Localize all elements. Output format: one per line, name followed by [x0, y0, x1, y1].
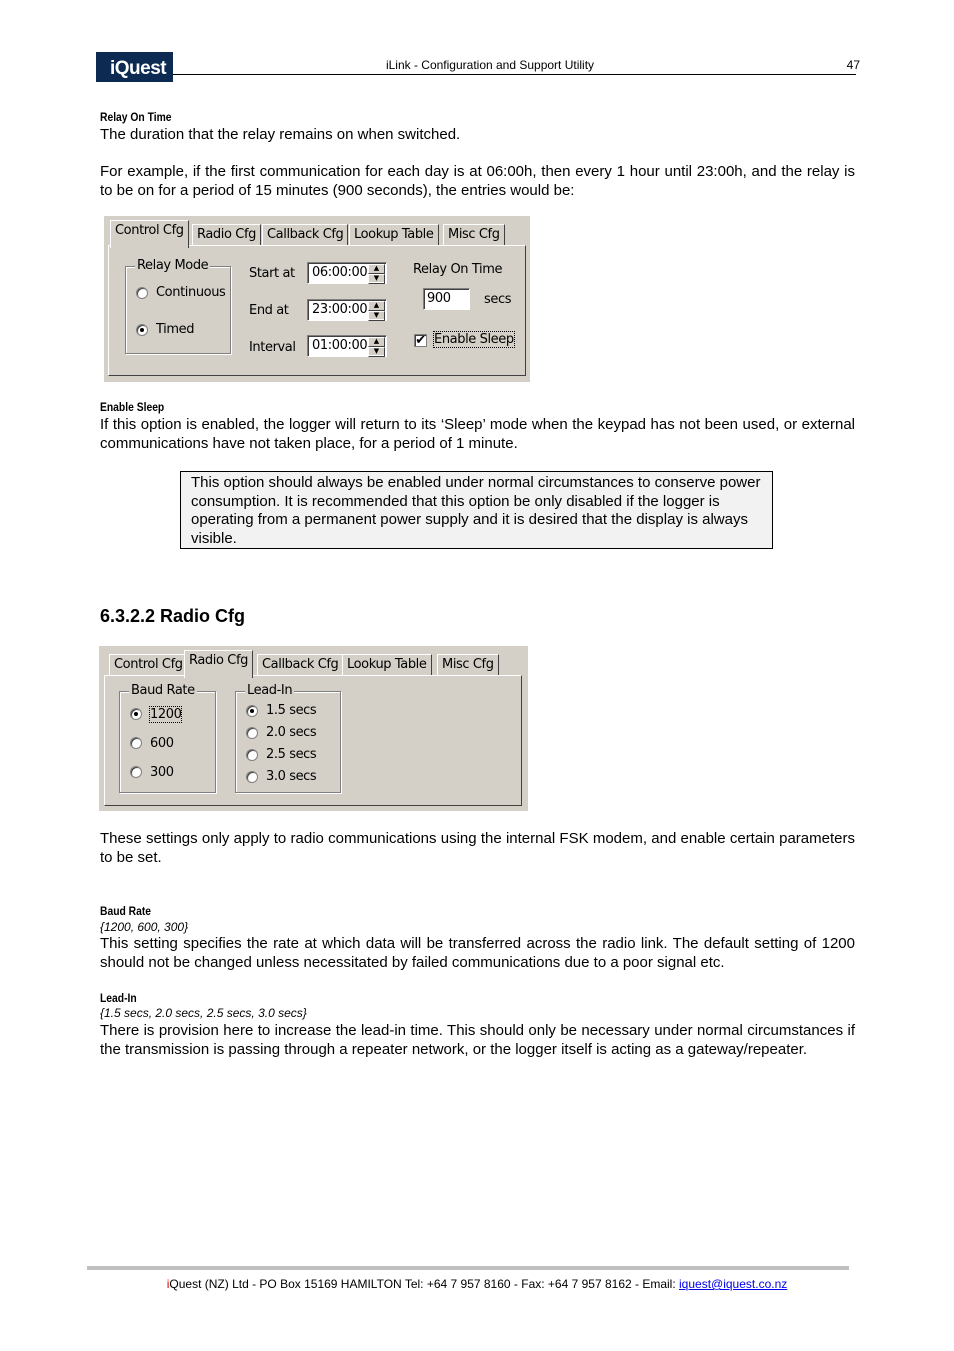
tab-lookup-table[interactable]: Lookup Table — [349, 224, 439, 246]
timed-radio[interactable] — [136, 324, 148, 336]
start-at-value: 06:00:00 — [312, 265, 368, 280]
spin-down-icon[interactable]: ▼ — [368, 274, 385, 284]
header-rule — [173, 74, 856, 75]
lead-in-heading: Lead-In — [100, 991, 137, 1005]
baud-rate-heading: Baud Rate — [100, 904, 152, 918]
start-at-spin-buttons[interactable] — [368, 264, 385, 282]
baud-rate-description: This setting specifies the rate at which data will be transferred across the radio link. The default setting of 1200 should not be changed unless necessitated by failed communications due to a poor signal etc. — [100, 935, 855, 971]
checkmark-icon: ✔ — [415, 333, 426, 348]
baud-300-label: 300 — [150, 765, 174, 780]
page-number: 47 — [846, 58, 860, 72]
baud-600-label: 600 — [150, 736, 174, 751]
continuous-label: Continuous — [156, 285, 226, 300]
tab-misc-cfg[interactable]: Misc Cfg — [443, 224, 505, 246]
document-title: iLink - Configuration and Support Utility — [385, 58, 595, 72]
start-at-spinner[interactable] — [307, 262, 387, 284]
spin-down-icon[interactable]: ▼ — [368, 311, 385, 321]
interval-value: 01:00:00 — [312, 338, 368, 353]
enable-sleep-checkbox[interactable] — [414, 334, 427, 347]
footer-company-i: i — [166, 1277, 170, 1291]
baud-300-radio[interactable] — [130, 766, 142, 778]
lead-in-1-5-label: 1.5 secs — [266, 703, 317, 718]
relay-example-text: For example, if the first communication for each day is at 06:00h, then every 1 hour until 23:00h, and the relay is to be on for a period of 15 minutes (900 seconds), the entries would be: — [100, 163, 855, 199]
lead-in-3-0-radio[interactable] — [246, 771, 258, 783]
lead-in-2-0-radio[interactable] — [246, 727, 258, 739]
baud-rate-options: {1200, 600, 300} — [100, 920, 189, 934]
logo-text: iQuest — [110, 58, 167, 79]
lead-in-legend: Lead-In — [247, 683, 293, 698]
start-at-label: Start at — [249, 266, 295, 281]
lead-in-3-0-label: 3.0 secs — [266, 769, 317, 784]
continuous-radio[interactable] — [136, 287, 148, 299]
end-at-value: 23:00:00 — [312, 302, 368, 317]
radio-intro-text: These settings only apply to radio communications using the internal FSK modem, and enable certain parameters to be set. — [100, 830, 855, 866]
interval-spin-buttons[interactable] — [368, 337, 385, 355]
footer-rule — [87, 1266, 849, 1270]
relay-on-time-input[interactable]: 900 — [423, 288, 470, 310]
interval-label: Interval — [249, 340, 296, 355]
relay-on-time-description: The duration that the relay remains on when switched. — [100, 126, 461, 143]
tab-lookup-table[interactable]: Lookup Table — [342, 654, 432, 676]
baud-1200-label: 1200 — [150, 707, 182, 722]
footer-contact: Quest (NZ) Ltd - PO Box 15169 HAMILTON Tel: +64 7 957 8160 - Fax: +64 7 957 8162 - Email: — [169, 1277, 680, 1291]
relay-on-time-unit: secs — [484, 292, 512, 307]
spin-down-icon[interactable]: ▼ — [368, 347, 385, 357]
end-at-spinner[interactable] — [307, 299, 387, 321]
relay-mode-group — [125, 266, 231, 354]
tab-callback-cfg[interactable]: Callback Cfg — [257, 654, 343, 676]
spin-up-icon[interactable]: ▲ — [368, 301, 385, 311]
note-text: This option should always be enabled under normal circumstances to conserve power consumption. It is recommended that this option be only disabled if the logger is operating from a permanent power supply and it is desired that the display is always visible. — [191, 474, 761, 547]
lead-in-2-5-radio[interactable] — [246, 749, 258, 761]
spin-up-icon[interactable]: ▲ — [368, 337, 385, 347]
tab-radio-cfg[interactable]: Radio Cfg — [184, 650, 253, 678]
enable-sleep-heading: Enable Sleep — [100, 400, 165, 414]
interval-spinner[interactable] — [307, 335, 387, 357]
enable-sleep-description: If this option is enabled, the logger will return to its ‘Sleep’ mode when the keypad has not been used, or external communications have not taken place, for a period of 1 minute. — [100, 416, 855, 452]
baud-600-radio[interactable] — [130, 737, 142, 749]
footer — [80, 1277, 874, 1291]
enable-sleep-label[interactable]: Enable Sleep — [434, 332, 514, 347]
relay-on-time-heading: Relay On Time — [100, 110, 172, 124]
radio-cfg-dialog — [99, 646, 528, 811]
end-at-spin-buttons[interactable] — [368, 301, 385, 319]
lead-in-2-5-label: 2.5 secs — [266, 747, 317, 762]
lead-in-1-5-radio[interactable] — [246, 705, 258, 717]
spin-up-icon[interactable]: ▲ — [368, 264, 385, 274]
footer-email-link[interactable]: iquest@iquest.co.nz — [679, 1277, 788, 1291]
relay-mode-legend: Relay Mode — [137, 258, 209, 273]
end-at-label: End at — [249, 303, 289, 318]
lead-in-options: {1.5 secs, 2.0 secs, 2.5 secs, 3.0 secs} — [100, 1006, 307, 1020]
section-title: 6.3.2.2 Radio Cfg — [100, 606, 246, 626]
baud-1200-radio[interactable] — [130, 708, 142, 720]
timed-label: Timed — [156, 322, 195, 337]
tab-callback-cfg[interactable]: Callback Cfg — [262, 224, 348, 246]
tab-misc-cfg[interactable]: Misc Cfg — [437, 654, 499, 676]
tab-control-cfg[interactable]: Control Cfg — [109, 654, 188, 676]
control-cfg-dialog — [104, 216, 530, 382]
lead-in-description: There is provision here to increase the lead-in time. This should only be necessary under normal circumstances if the transmission is passing through a repeater network, or the logger itself is acting as a gateway/repeater. — [100, 1022, 855, 1058]
tab-radio-cfg[interactable]: Radio Cfg — [192, 224, 261, 246]
tab-control-cfg[interactable]: Control Cfg — [110, 220, 189, 248]
baud-rate-legend: Baud Rate — [131, 683, 195, 698]
lead-in-2-0-label: 2.0 secs — [266, 725, 317, 740]
relay-on-time-label: Relay On Time — [413, 262, 503, 277]
